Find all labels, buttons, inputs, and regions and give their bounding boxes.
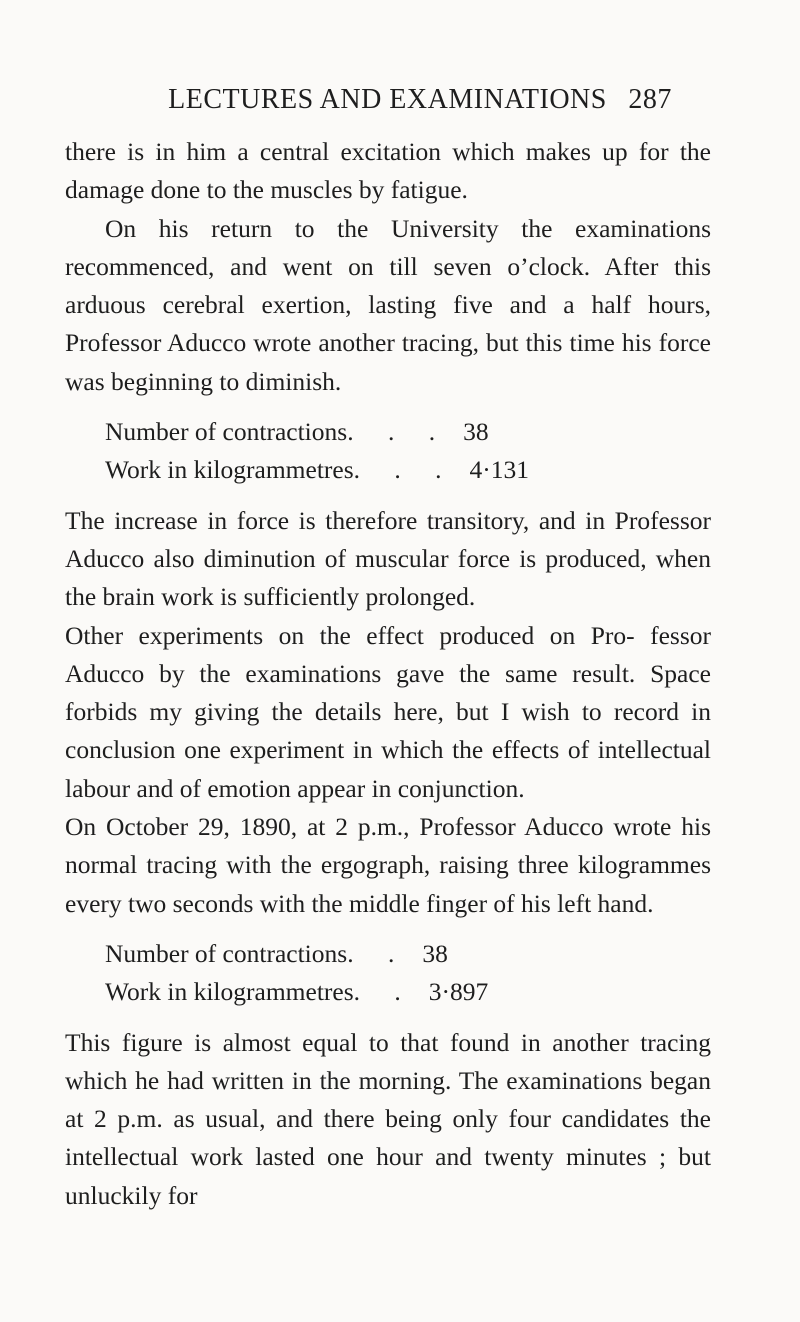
row-label: Work in kilogrammetres <box>105 977 354 1007</box>
table-row <box>105 973 489 1011</box>
leader-dots: . . . <box>347 417 450 447</box>
leader-dots: . . <box>353 977 415 1007</box>
paragraph-2: On his return to the University the examinations recommenced, and went on till seven o’clock. After this arduous cerebral exertion, lasting five and a half hours, Professor Aducco wrote another tracing, but this time his force was beginning to diminish. <box>65 213 711 396</box>
paragraph-3: The increase in force is therefore transitory, and in Professor Aducco also diminution of muscular force is produced, when the brain work is sufficiently prolonged. <box>65 505 711 612</box>
table-row <box>105 451 530 489</box>
row-label: Number of contractions <box>105 938 348 968</box>
paragraph-6: This figure is almost equal to that found in another tracing which he had written in the morning. The examinations began at 2 p.m. as usual, and there being only four candidates the intellectual work lasted one hour and twenty minutes ; but unluckily for <box>65 1027 711 1210</box>
table-row <box>105 935 448 973</box>
results-table-1 <box>105 413 530 490</box>
row-value: 38 <box>463 417 489 447</box>
table-row <box>105 413 489 451</box>
page-number: 287 <box>628 84 672 115</box>
running-title: LECTURES AND EXAMINATIONS <box>168 84 607 115</box>
row-label: Number of contractions <box>105 417 348 447</box>
running-header <box>0 84 800 116</box>
paragraph-5: On October 29, 1890, at 2 p.m., Professor Aducco wrote his normal tracing with the ergograph, raising three kilogrammes every two seconds with the middle finger of his left hand. <box>65 812 711 918</box>
results-table-2 <box>105 935 489 1012</box>
row-value: 38 <box>422 938 448 968</box>
row-value: 3·897 <box>428 977 489 1007</box>
paragraph-4: Other experiments on the effect produced on Pro- fessor Aducco by the examinations gave the same result. Space forbids my giving the details here, but I wish to record in conclusion one experiment in which the effects of intellectual labour and of emotion appear in conjunction. <box>65 620 711 803</box>
body-text <box>65 133 711 1215</box>
paragraph-1: there is in him a central excitation which makes up for the damage done to the muscles by fatigue. <box>65 137 711 205</box>
row-value: 4·131 <box>469 455 530 485</box>
leader-dots: . . <box>347 938 409 968</box>
row-label: Work in kilogrammetres <box>105 455 354 485</box>
leader-dots: . . . <box>353 455 456 485</box>
